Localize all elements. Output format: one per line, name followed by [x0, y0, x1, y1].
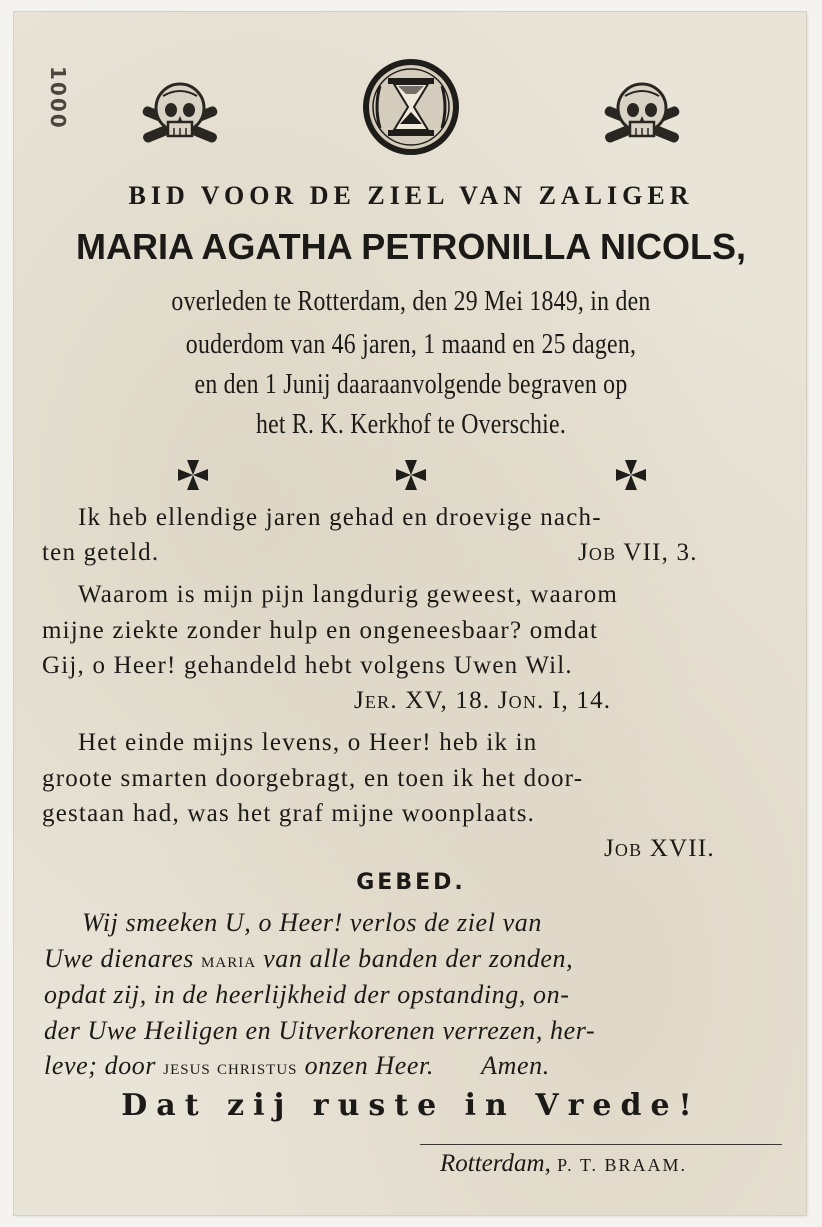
skull-crossbones-icon: [135, 78, 225, 158]
death-notice-line: en den 1 Junij daaraanvolgende begraven op: [194, 368, 628, 400]
cross-pattee-icon: [614, 458, 648, 492]
printer-name: P. T. BRAAM.: [557, 1155, 687, 1175]
death-notice-line: het R. K. Kerkhof te Overschie.: [255, 408, 567, 440]
verse-line: gestaan had, was het graf mijne woonplaats.: [42, 800, 536, 827]
verse-line: Waarom is mijn pijn langdurig geweest, waarom: [78, 581, 619, 608]
prayer-text: onzen Heer.: [304, 1051, 434, 1080]
printer-imprint: Rotterdam, P. T. BRAAM.: [440, 1150, 687, 1177]
prayer-text: leve; door: [44, 1051, 157, 1080]
cross-pattee-icon: [394, 458, 428, 492]
prayer-line: [44, 1051, 550, 1081]
footer-rule: [420, 1144, 782, 1145]
verse-line: ten geteld.: [42, 539, 160, 566]
verse-line: Het einde mijns levens, o Heer! heb ik in: [78, 729, 538, 756]
deceased-name: MARIA AGATHA PETRONILLA NICOLS,: [76, 226, 746, 267]
verse-reference: Job VII, 3.: [578, 539, 698, 566]
prayer-header: BID VOOR DE ZIEL VAN ZALIGER: [128, 181, 694, 210]
verse-reference: Jer. XV, 18. Jon. I, 14.: [354, 687, 612, 714]
prayer-line: [44, 944, 573, 974]
prayer-text: van alle banden der zonden,: [263, 944, 574, 973]
verse-line: groote smarten doorgebragt, en toen ik het door-: [42, 765, 584, 792]
skull-crossbones-icon: [597, 78, 687, 158]
prayer-text: Uwe dienares: [44, 944, 194, 973]
cross-pattee-icon: [176, 458, 210, 492]
inventory-number: 1000: [46, 66, 70, 130]
prayer-line: opdat zij, in de heerlijkheid der opstanding, on-: [44, 980, 570, 1009]
crosses-row: [0, 458, 822, 498]
verse-line: Ik heb ellendige jaren gehad en droevige nach-: [78, 504, 602, 531]
prayer-line: der Uwe Heiligen en Uitverkorenen verrezen, her-: [44, 1016, 596, 1045]
hourglass-medallion-icon: [360, 56, 462, 158]
prayer-name: maria: [201, 948, 257, 972]
verse-line: Gij, o Heer! gehandeld hebt volgens Uwen Wil.: [42, 652, 573, 679]
verse-line: mijne ziekte zonder hulp en ongeneesbaar? omdat: [42, 617, 599, 644]
prayer-line: Wij smeeken U, o Heer! verlos de ziel van: [82, 908, 542, 937]
prayer-title: GEBED.: [356, 870, 466, 895]
closing-blessing: Dat zij ruste in Vrede!: [121, 1088, 701, 1123]
death-notice-line: ouderdom van 46 jaren, 1 maand en 25 dagen,: [185, 328, 637, 360]
prayer-name: jesus christus: [163, 1055, 298, 1079]
printer-place: Rotterdam: [440, 1150, 545, 1177]
death-notice-line: overleden te Rotterdam, den 29 Mei 1849, in den: [171, 285, 651, 317]
prayer-amen: Amen.: [481, 1051, 550, 1080]
verse-reference: Job XVII.: [604, 835, 715, 862]
